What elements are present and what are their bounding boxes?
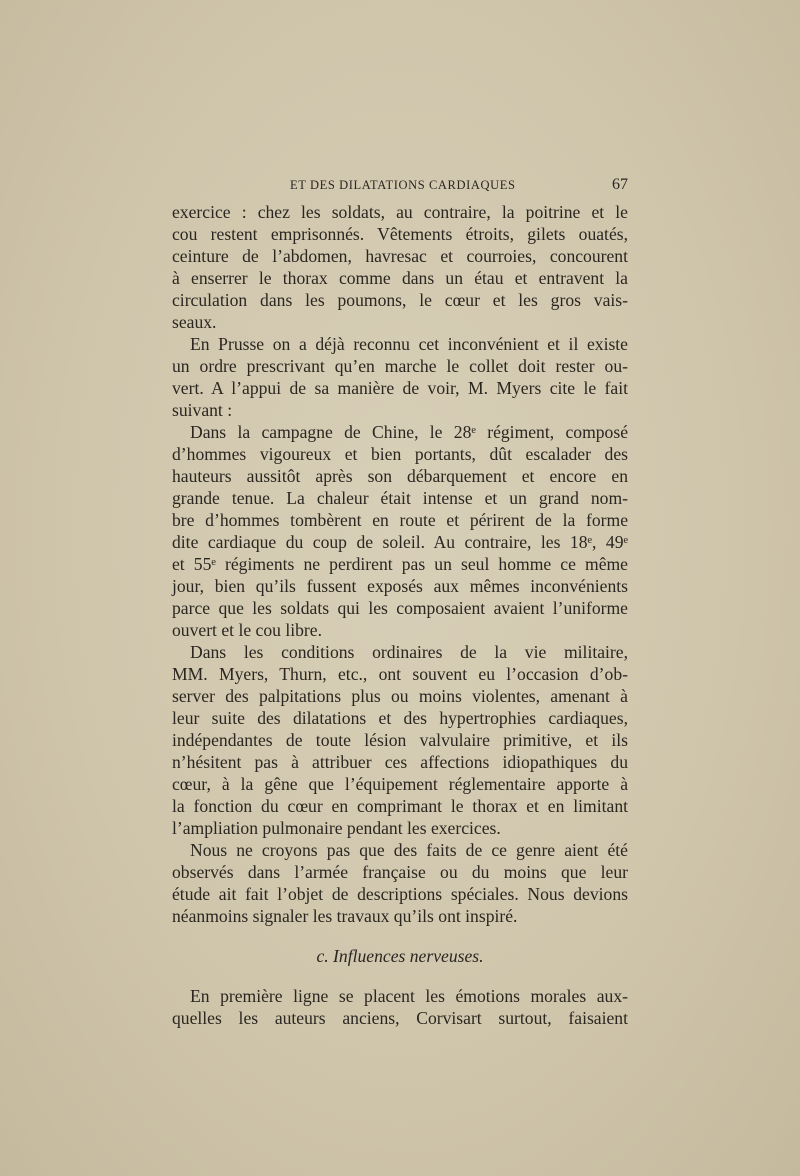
body-text	[172, 201, 628, 1029]
text-line: ouvert et le cou libre.	[172, 620, 322, 640]
text-line: Nous ne croyons pas que des faits de ce genre aient été	[190, 840, 628, 860]
text-line: n’hésitent pas à attribuer ces affections idiopathiques du	[172, 752, 628, 772]
text-line: grande tenue. La chaleur était intense et un grand nom-	[172, 488, 628, 508]
page-number: 67	[612, 176, 628, 193]
text-line: un ordre prescrivant qu’en marche le collet doit rester ou-	[172, 356, 628, 376]
running-title: ET DES DILATATIONS CARDIAQUES	[290, 178, 516, 192]
text-line: observés dans l’armée française ou du moins que leur	[172, 862, 628, 882]
text-line: suivant :	[172, 400, 233, 420]
text-line: étude ait fait l’objet de descriptions spéciales. Nous devions	[172, 884, 628, 904]
text-line: seaux.	[172, 312, 217, 332]
text-line: néanmoins signaler les travaux qu’ils ont inspiré.	[172, 906, 518, 926]
text-line: la fonction du cœur en comprimant le thorax et en limitant	[172, 796, 628, 816]
page-header	[172, 176, 628, 196]
text-line: En Prusse on a déjà reconnu cet inconvénient et il existe	[190, 334, 628, 354]
text-line: dite cardiaque du coup de soleil. Au contraire, les 18ᵉ, 49ᵉ	[172, 532, 628, 552]
text-line: à enserrer le thorax comme dans un étau et entravent la	[172, 268, 628, 288]
text-line: et 55ᵉ régiments ne perdirent pas un seul homme ce même	[172, 554, 628, 574]
text-line: En première ligne se placent les émotions morales aux-	[190, 986, 628, 1006]
text-line: exercice : chez les soldats, au contraire, la poitrine et le	[172, 202, 628, 222]
text-line: circulation dans les poumons, le cœur et les gros vais-	[172, 290, 628, 310]
text-line: vert. A l’appui de sa manière de voir, M. Myers cite le fait	[172, 378, 628, 398]
text-line: d’hommes vigoureux et bien portants, dût escalader des	[172, 444, 628, 464]
text-line: leur suite des dilatations et des hypertrophies cardiaques,	[172, 708, 628, 728]
text-line: cou restent emprisonnés. Vêtements étroits, gilets ouatés,	[172, 224, 628, 244]
text-line: bre d’hommes tombèrent en route et périrent de la forme	[172, 510, 628, 530]
text-line: l’ampliation pulmonaire pendant les exercices.	[172, 818, 501, 838]
text-line: cœur, à la gêne que l’équipement réglementaire apporte à	[172, 774, 628, 794]
text-line: Dans la campagne de Chine, le 28ᵉ régiment, composé	[190, 422, 628, 442]
text-line: parce que les soldats qui les composaient avaient l’uniforme	[172, 598, 628, 618]
text-line: MM. Myers, Thurn, etc., ont souvent eu l’occasion d’ob-	[172, 664, 628, 684]
text-line: jour, bien qu’ils fussent exposés aux mêmes inconvénients	[172, 576, 628, 596]
text-line: server des palpitations plus ou moins violentes, amenant à	[172, 686, 628, 706]
text-line: indépendantes de toute lésion valvulaire primitive, et ils	[172, 730, 628, 750]
text-line: quelles les auteurs anciens, Corvisart surtout, faisaient	[172, 1008, 628, 1028]
section-heading: c. Influences nerveuses.	[316, 946, 484, 966]
text-line: hauteurs aussitôt après son débarquement et encore en	[172, 466, 628, 486]
text-line: Dans les conditions ordinaires de la vie militaire,	[190, 642, 628, 662]
text-line: ceinture de l’abdomen, havresac et courroies, concourent	[172, 246, 628, 266]
